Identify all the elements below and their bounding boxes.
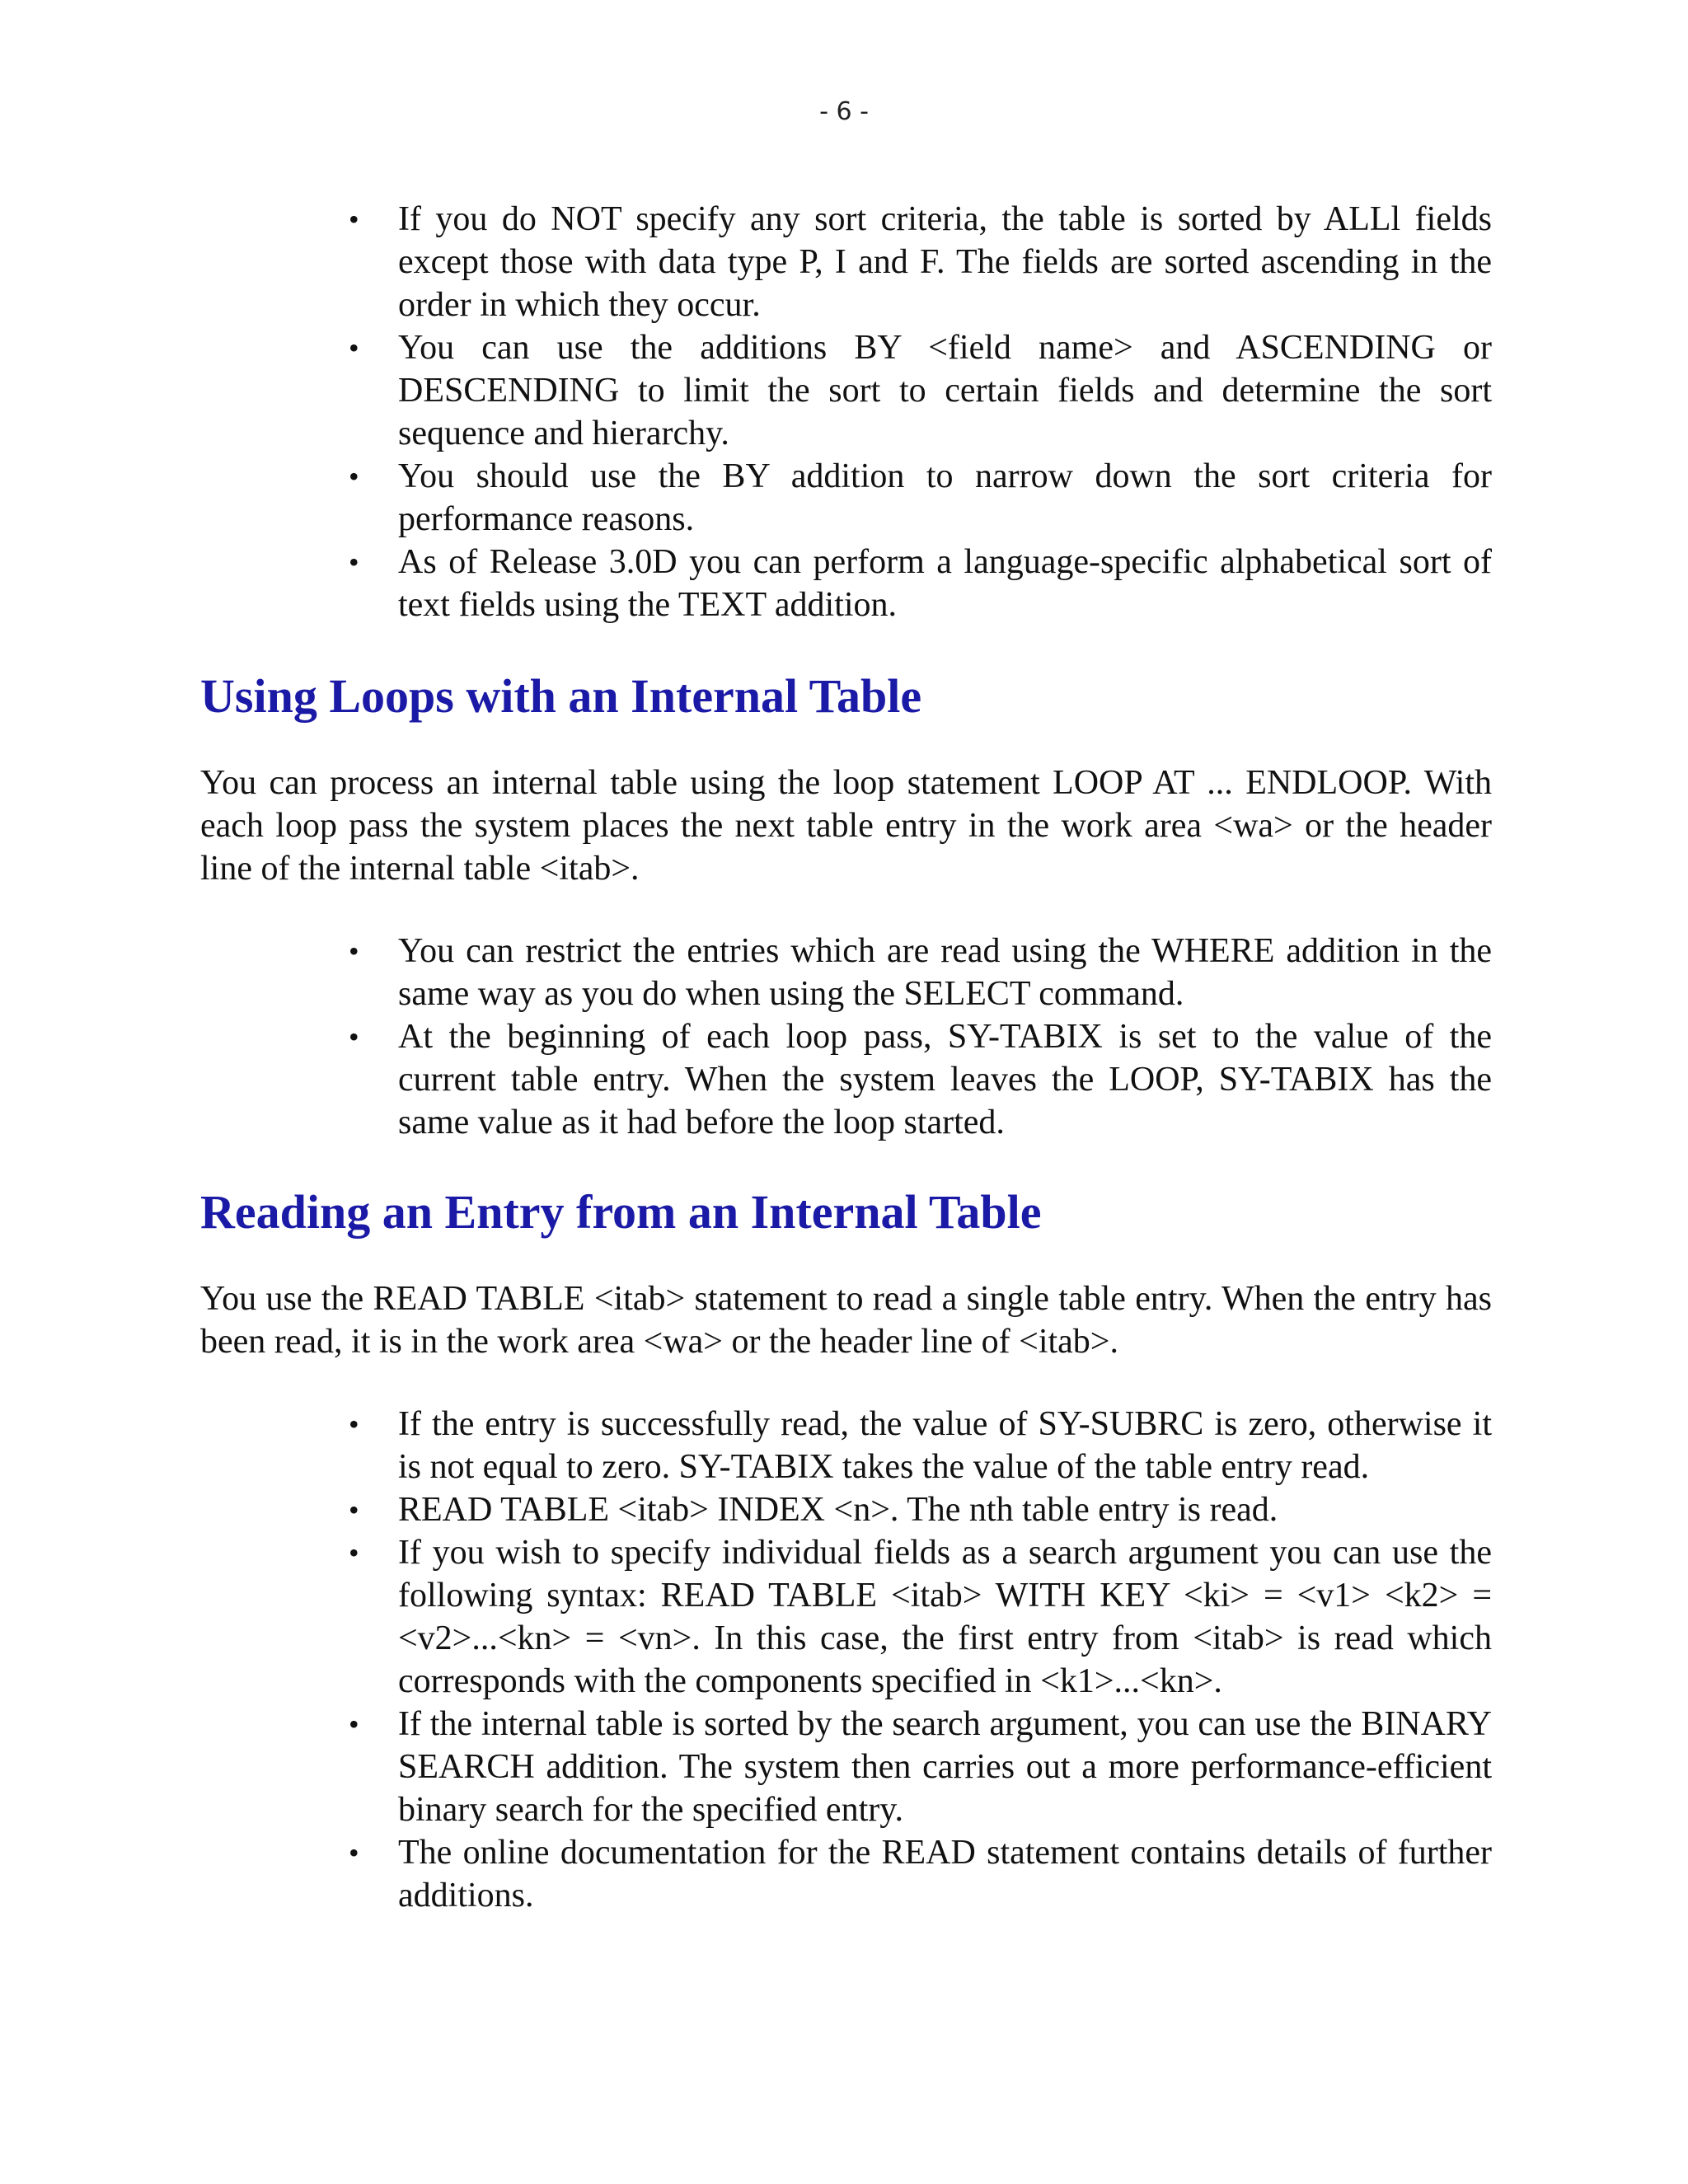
loops-paragraph: You can process an internal table using the loop statement LOOP AT ... ENDLOOP. With each loop pass the system places the next table entry in the work area <wa> or the header line of the internal table <itab>. bbox=[200, 764, 1492, 888]
section-heading-loops: Using Loops with an Internal Table bbox=[200, 669, 922, 723]
bullet-icon: • bbox=[349, 1708, 359, 1741]
list-item bbox=[349, 1703, 1492, 1831]
bullet-icon: • bbox=[349, 331, 359, 364]
list-item bbox=[349, 1403, 1492, 1488]
reading-paragraph: You use the READ TABLE <itab> statement to read a single table entry. When the entry has been read, it is in the work area <wa> or the header line of <itab>. bbox=[200, 1280, 1492, 1361]
list-item-text: The online documentation for the READ statement contains details of further additions. bbox=[398, 1834, 1492, 1915]
list-item bbox=[349, 1531, 1492, 1703]
list-item bbox=[349, 541, 1492, 626]
bullet-icon: • bbox=[349, 203, 359, 236]
bullet-icon: • bbox=[349, 1493, 359, 1526]
sort-criteria-bullet-list bbox=[349, 198, 1492, 626]
loops-bullet-list bbox=[349, 930, 1492, 1144]
list-item-text: You should use the BY addition to narrow down the sort criteria for performance reasons. bbox=[398, 457, 1492, 538]
reading-bullet-list bbox=[349, 1403, 1492, 1917]
list-item-text: If the internal table is sorted by the search argument, you can use the BINARY SEARCH addition. The system then carries out a more performance-efficient binary search for the specified entry. bbox=[398, 1705, 1492, 1829]
section-heading-reading: Reading an Entry from an Internal Table bbox=[200, 1185, 1042, 1239]
bullet-icon: • bbox=[349, 1536, 359, 1569]
list-item-text: You can use the additions BY <field name> and ASCENDING or DESCENDING to limit the sort to certain fields and determine the sort sequence and hierarchy. bbox=[398, 329, 1492, 452]
bullet-icon: • bbox=[349, 935, 359, 968]
list-item-text: At the beginning of each loop pass, SY-TABIX is set to the value of the current table entry. When the system leaves the LOOP, SY-TABIX has the same value as it had before the loop started. bbox=[398, 1018, 1492, 1141]
list-item bbox=[349, 198, 1492, 326]
list-item bbox=[349, 1015, 1492, 1144]
bullet-icon: • bbox=[349, 1020, 359, 1053]
bullet-icon: • bbox=[349, 1836, 359, 1869]
bullet-icon: • bbox=[349, 1408, 359, 1441]
list-item-text: If you wish to specify individual fields as a search argument you can use the following syntax: READ TABLE <itab> WITH KEY <ki> = <v1> <k2> = <v2>...<kn> = <vn>. In this case, the first entry from <itab> is read which corresponds with the components specified in <k1>...<kn>. bbox=[398, 1534, 1492, 1700]
list-item bbox=[349, 326, 1492, 455]
list-item-text: If the entry is successfully read, the value of SY-SUBRC is zero, otherwise it is not equal to zero. SY-TABIX takes the value of the table entry read. bbox=[398, 1405, 1492, 1486]
list-item bbox=[349, 455, 1492, 541]
list-item bbox=[349, 930, 1492, 1015]
list-item-text: If you do NOT specify any sort criteria, the table is sorted by ALLl fields except those with data type P, I and F. The fields are sorted ascending in the order in which they occur. bbox=[398, 200, 1492, 324]
list-item-text: You can restrict the entries which are read using the WHERE addition in the same way as you do when using the SELECT command. bbox=[398, 932, 1492, 1013]
list-item bbox=[349, 1488, 1492, 1531]
list-item-text: READ TABLE <itab> INDEX <n>. The nth table entry is read. bbox=[398, 1491, 1278, 1529]
list-item-text: As of Release 3.0D you can perform a language-specific alphabetical sort of text fields using the TEXT addition. bbox=[398, 543, 1492, 624]
bullet-icon: • bbox=[349, 546, 359, 579]
list-item bbox=[349, 1831, 1492, 1917]
bullet-icon: • bbox=[349, 460, 359, 493]
page-number: - 6 - bbox=[819, 97, 869, 126]
